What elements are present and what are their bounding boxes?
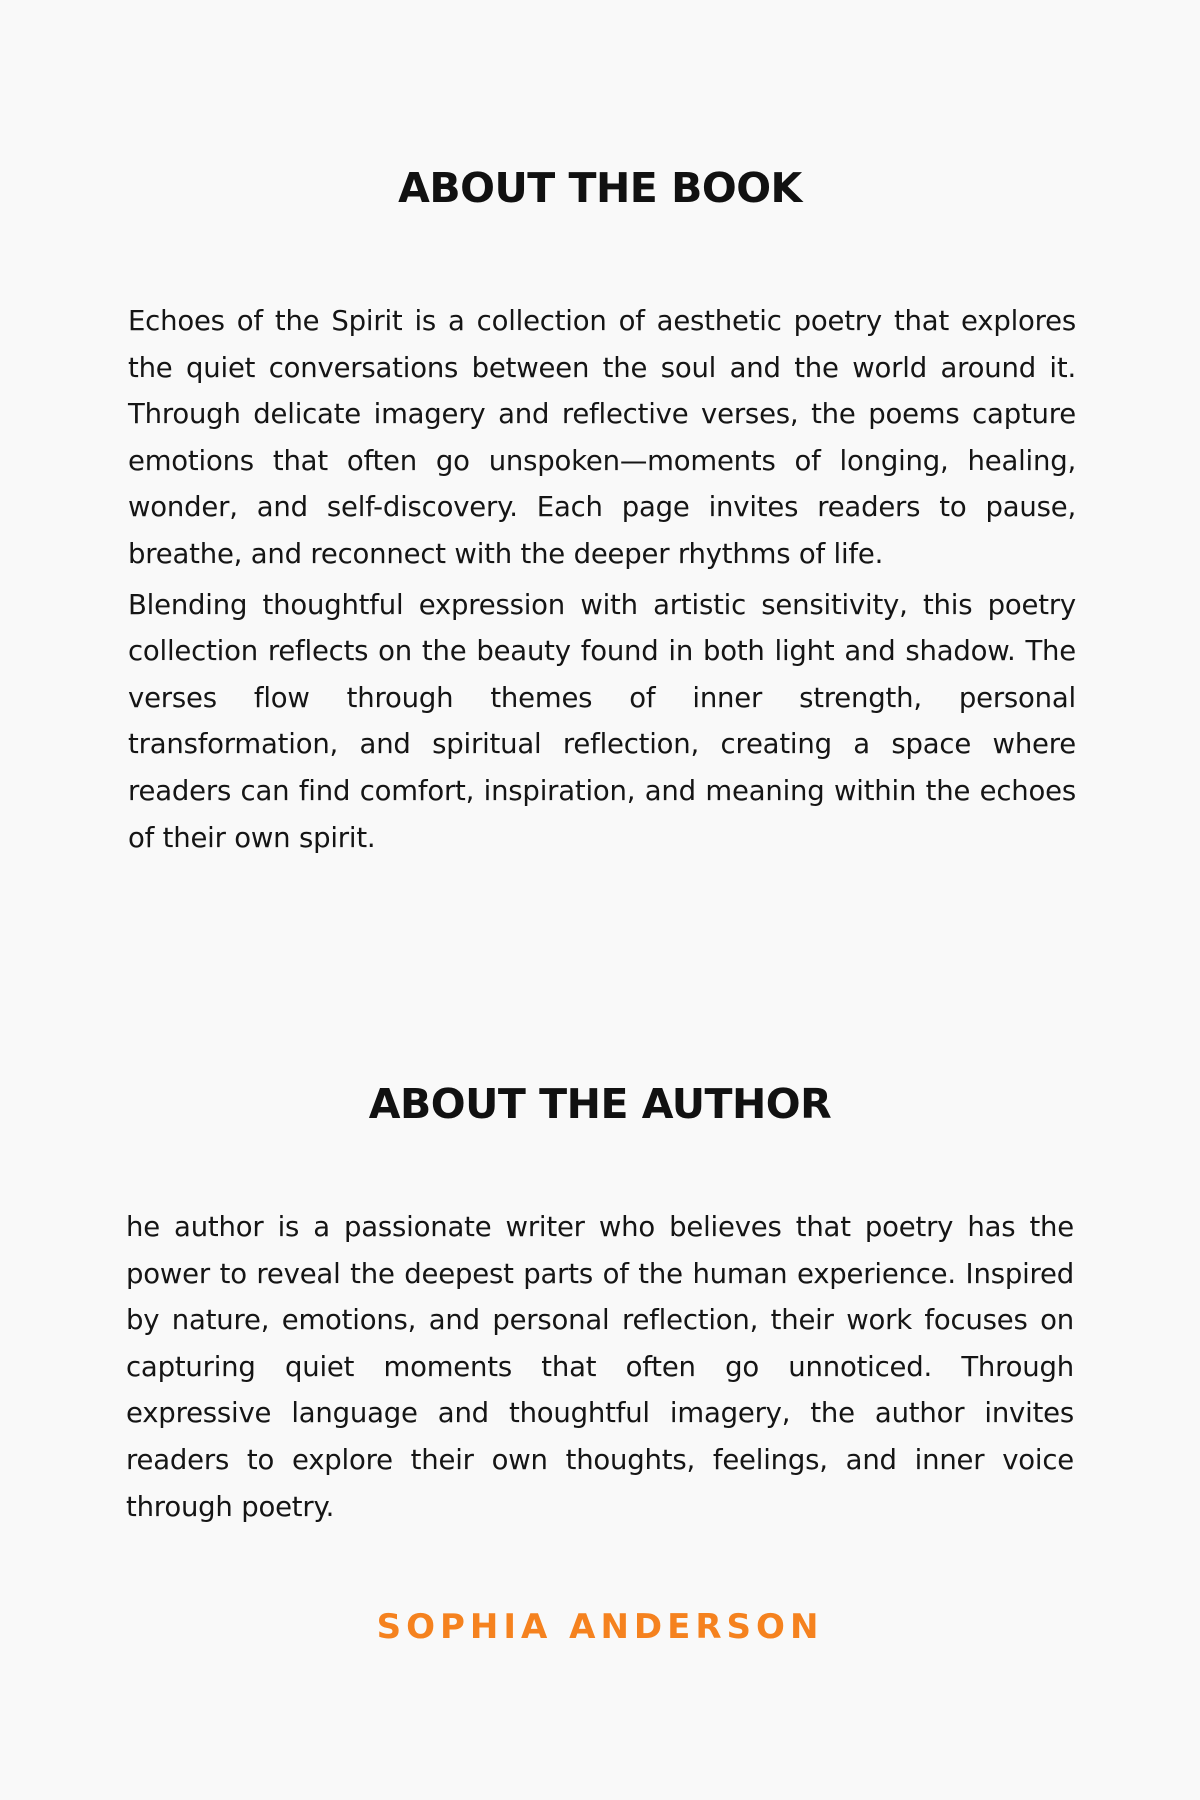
about-book-heading: ABOUT THE BOOK (398, 164, 802, 212)
about-author-paragraph: he author is a passionate writer who believes that poetry has the power to reveal the deepest parts of the human experience. Inspired by nature, emotions, and personal reflection, their work focuses on capturing quiet moments that often go unnoticed. Through expressive language and thoughtful imagery, the author invites readers to explore their own thoughts, feelings, and inner voice through poetry. (126, 1211, 1074, 1523)
about-book-text (128, 298, 1076, 865)
author-name: SOPHIA ANDERSON (376, 1607, 824, 1647)
about-author-text (126, 1204, 1074, 1534)
about-author-heading: ABOUT THE AUTHOR (368, 1080, 832, 1128)
about-book-paragraph: Echoes of the Spirit is a collection of aesthetic poetry that explores the quiet conversations between the soul and the world around it. Through delicate imagery and reflective verses, the poems capture emotions that often go unspoken—moments of longing, healing, wonder, and self-discovery. Each page invites readers to pause, breathe, and reconnect with the deeper rhythms of life. (128, 305, 1076, 570)
about-book-paragraph: Blending thoughtful expression with artistic sensitivity, this poetry collection reflects on the beauty found in both light and shadow. The verses flow through themes of inner strength, personal transformation, and spiritual reflection, creating a space where readers can find comfort, inspiration, and meaning within the echoes of their own spirit. (128, 588, 1076, 854)
